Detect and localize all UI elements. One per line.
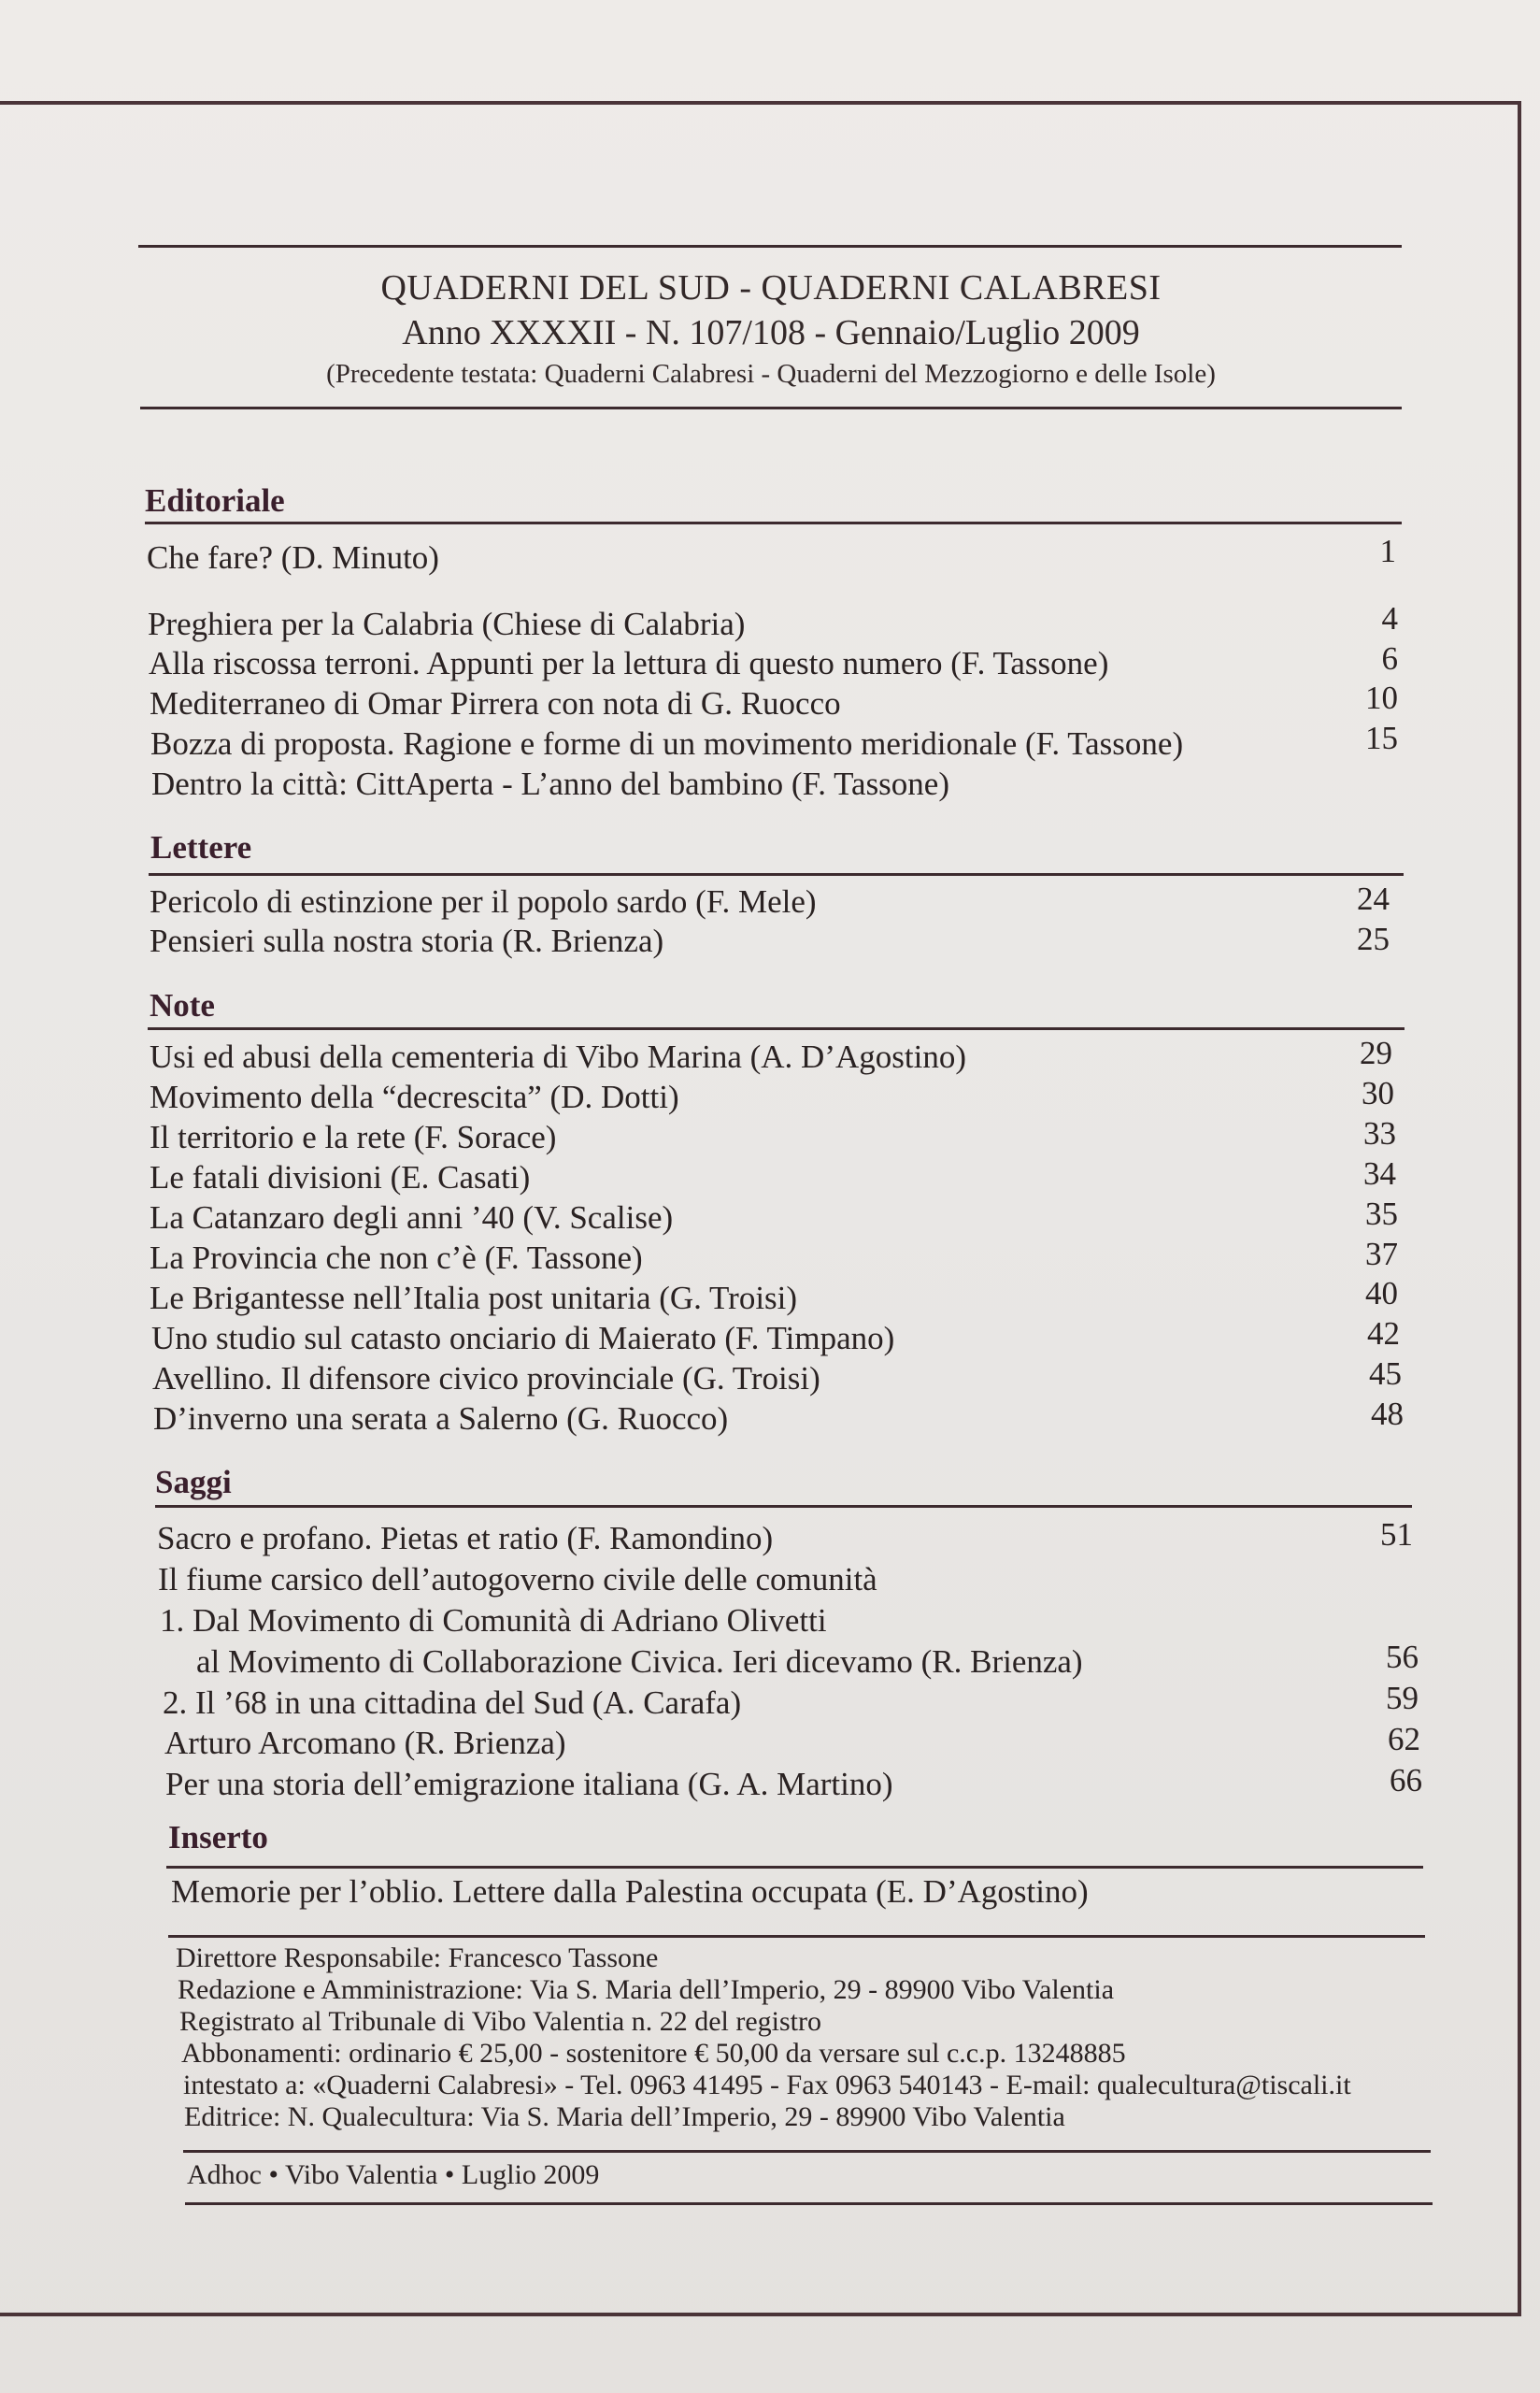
toc-entry: Uno studio sul catasto onciario di Maierato (F. Timpano): [151, 1320, 895, 1356]
toc-entry: Pericolo di estinzione per il popolo sardo (F. Mele): [150, 883, 817, 920]
section-title-saggi: Saggi: [155, 1464, 232, 1500]
toc-entry: Che fare? (D. Minuto): [147, 539, 439, 576]
imprint-line: Editrice: N. Qualecultura: Via S. Maria dell’Imperio, 29 - 89900 Vibo Valentia: [184, 2101, 1065, 2132]
toc-page: 56: [1386, 1639, 1419, 1675]
toc-page: 66: [1390, 1762, 1422, 1798]
imprint-line: Direttore Responsabile: Francesco Tassone: [176, 1942, 659, 1973]
imprint-top-rule: [168, 1935, 1425, 1938]
section-rule-saggi: [155, 1505, 1412, 1508]
toc-entry: Usi ed abusi della cementeria di Vibo Marina (A. D’Agostino): [150, 1039, 966, 1075]
toc-page: 59: [1386, 1680, 1419, 1716]
toc-page: 4: [1381, 600, 1398, 637]
toc-page: 33: [1363, 1115, 1396, 1152]
header-top-rule: [138, 245, 1402, 248]
previous-title-note: (Precedente testata: Quaderni Calabresi - Quaderni del Mezzogiorno e delle Isole): [326, 359, 1216, 389]
toc-entry: Alla riscossa terroni. Appunti per la lettura di questo numero (F. Tassone): [149, 645, 1109, 681]
section-rule-note: [148, 1027, 1405, 1030]
section-rule-editoriale: [145, 522, 1402, 524]
page-bottom-rule: [185, 2202, 1433, 2205]
toc-entry: Dentro la città: CittAperta - L’anno del bambino (F. Tassone): [151, 766, 949, 802]
toc-entry: Le Brigantesse nell’Italia post unitaria (G. Troisi): [150, 1280, 798, 1316]
section-title-editoriale: Editoriale: [145, 482, 285, 519]
toc-page: 34: [1363, 1155, 1396, 1192]
toc-page: 37: [1365, 1236, 1398, 1272]
issue-info: Anno XXXXII - N. 107/108 - Gennaio/Luglio 2009: [402, 313, 1140, 352]
toc-page: 40: [1365, 1275, 1398, 1311]
imprint-line: Redazione e Amministrazione: Via S. Maria dell’Imperio, 29 - 89900 Vibo Valentia: [178, 1974, 1115, 2005]
toc-entry: Avellino. Il difensore civico provinciale (G. Troisi): [152, 1360, 820, 1397]
toc-page: 1: [1379, 533, 1396, 569]
header-bottom-rule: [140, 407, 1402, 409]
toc-entry: Le fatali divisioni (E. Casati): [150, 1159, 531, 1196]
toc-entry: Il fiume carsico dell’autogoverno civile delle comunità: [158, 1561, 877, 1598]
toc-page: 45: [1369, 1355, 1402, 1392]
toc-page: 48: [1371, 1396, 1404, 1432]
toc-page: 35: [1365, 1196, 1398, 1232]
toc-page: 42: [1367, 1315, 1400, 1352]
toc-entry: Memorie per l’oblio. Lettere dalla Palestina occupata (E. D’Agostino): [171, 1873, 1089, 1910]
toc-entry: 2. Il ’68 in una cittadina del Sud (A. Carafa): [163, 1684, 742, 1721]
section-rule-inserto: [166, 1866, 1423, 1869]
toc-page: 15: [1365, 720, 1398, 756]
toc-entry: Arturo Arcomano (R. Brienza): [164, 1725, 566, 1761]
toc-entry: Preghiera per la Calabria (Chiese di Calabria): [148, 606, 746, 642]
toc-page: 51: [1380, 1516, 1413, 1553]
toc-entry: Bozza di proposta. Ragione e forme di un movimento meridionale (F. Tassone): [150, 725, 1184, 762]
toc-entry: Per una storia dell’emigrazione italiana (G. A. Martino): [165, 1766, 893, 1802]
toc-page: 25: [1357, 921, 1390, 957]
section-title-inserto: Inserto: [168, 1819, 268, 1856]
toc-entry: Movimento della “decrescita” (D. Dotti): [150, 1079, 679, 1115]
toc-entry: La Provincia che non c’è (F. Tassone): [150, 1239, 643, 1276]
toc-page: 29: [1360, 1035, 1392, 1071]
toc-entry: Pensieri sulla nostra storia (R. Brienza): [150, 923, 664, 959]
printer-footer: Adhoc • Vibo Valentia • Luglio 2009: [187, 2159, 600, 2190]
toc-entry: Il territorio e la rete (F. Sorace): [150, 1119, 557, 1155]
toc-page: 62: [1388, 1721, 1420, 1757]
toc-page: 6: [1381, 640, 1398, 677]
imprint-line: Registrato al Tribunale di Vibo Valentia n. 22 del registro: [179, 2006, 822, 2037]
journal-title: QUADERNI DEL SUD - QUADERNI CALABRESI: [380, 268, 1162, 308]
toc-page: 10: [1365, 680, 1398, 716]
section-rule-lettere: [149, 873, 1404, 876]
toc-page: 30: [1362, 1075, 1394, 1111]
toc-entry: al Movimento di Collaborazione Civica. Ieri dicevamo (R. Brienza): [196, 1643, 1083, 1680]
section-title-note: Note: [150, 987, 215, 1024]
imprint-line: Abbonamenti: ordinario € 25,00 - sostenitore € 50,00 da versare sul c.c.p. 13248885: [181, 2038, 1126, 2069]
toc-page: 24: [1357, 881, 1390, 917]
toc-entry: Mediterraneo di Omar Pirrera con nota di G. Ruocco: [150, 685, 841, 722]
toc-entry: 1. Dal Movimento di Comunità di Adriano Olivetti: [160, 1602, 827, 1639]
section-title-lettere: Lettere: [150, 829, 252, 866]
imprint-line: intestato a: «Quaderni Calabresi» - Tel. 0963 41495 - Fax 0963 540143 - E-mail: qualecultura@tiscali.it: [183, 2070, 1351, 2100]
toc-entry: La Catanzaro degli anni ’40 (V. Scalise): [150, 1199, 674, 1236]
toc-entry: D’inverno una serata a Salerno (G. Ruocco): [153, 1400, 729, 1437]
imprint-bottom-rule: [183, 2150, 1431, 2153]
toc-entry: Sacro e profano. Pietas et ratio (F. Ramondino): [157, 1520, 774, 1556]
